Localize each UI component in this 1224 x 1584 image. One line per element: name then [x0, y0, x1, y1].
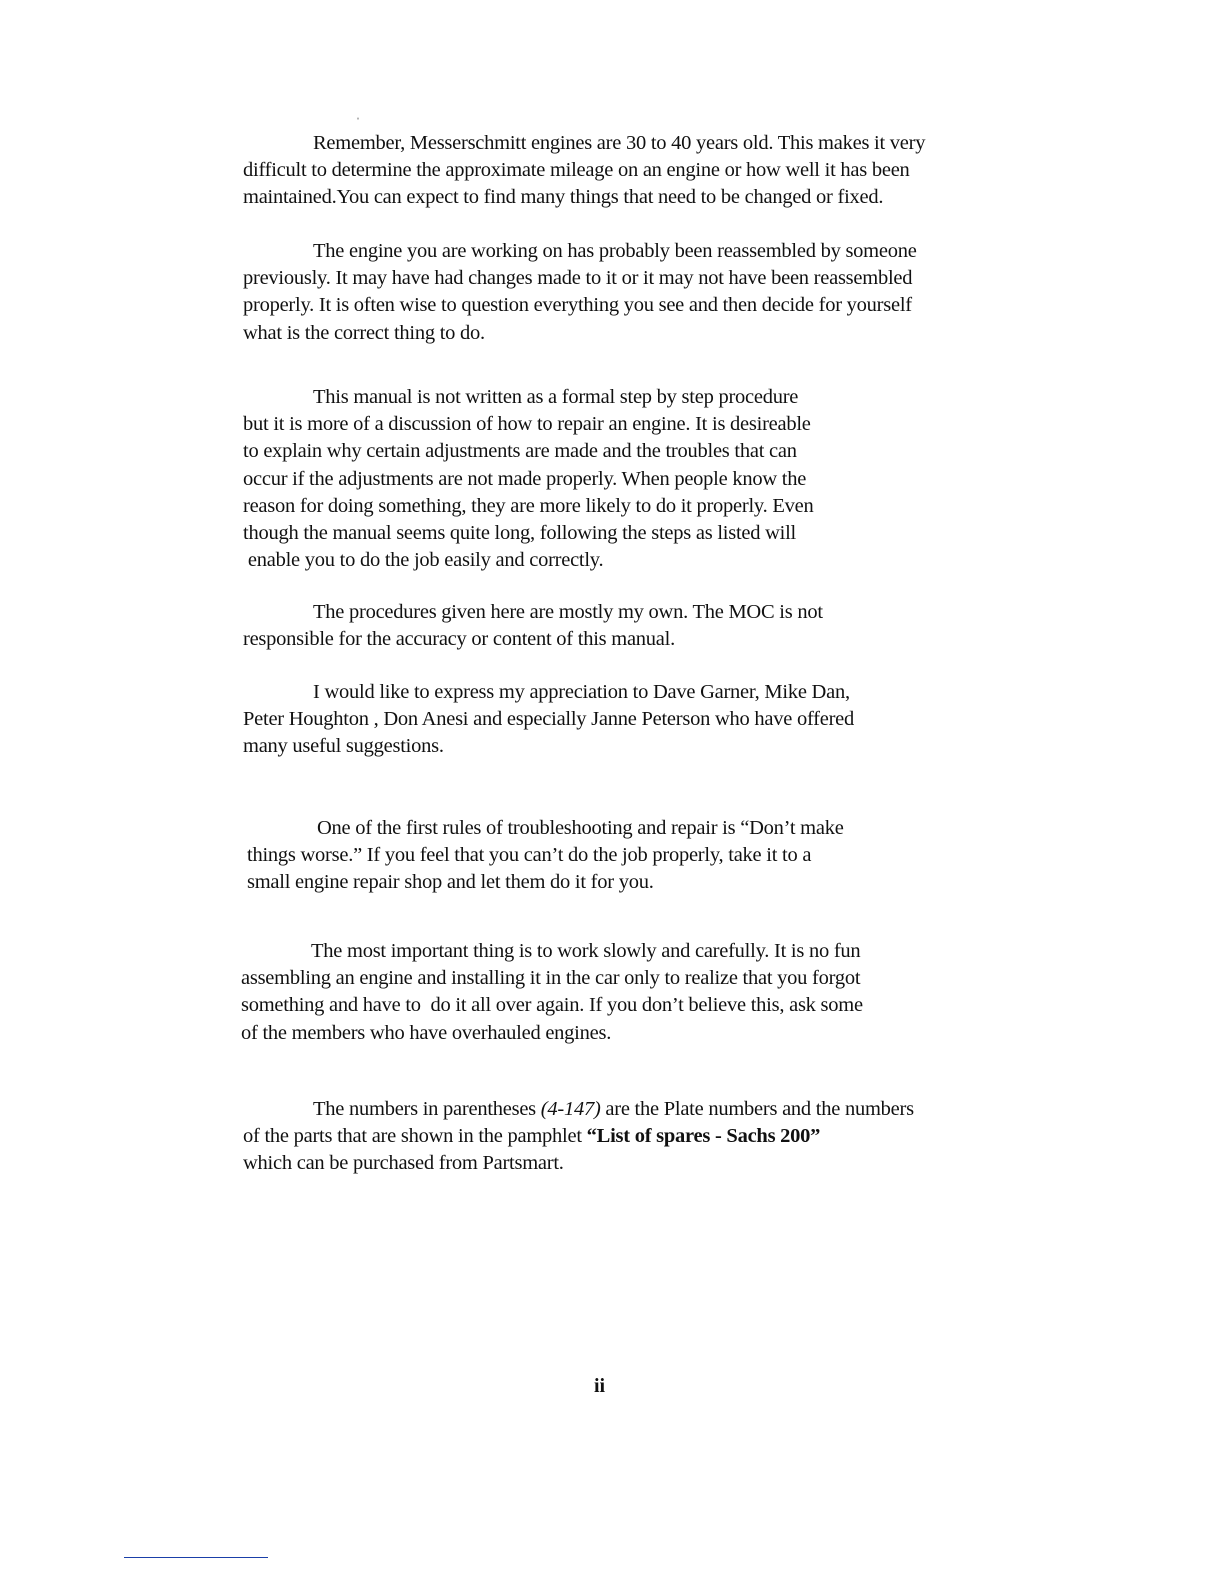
paragraph-manual-purpose [243, 384, 813, 574]
text-line: enable you to do the job easily and correctly. [243, 549, 604, 572]
text-line: many useful suggestions. [243, 735, 444, 758]
text-line: previously. It may have had changes made to it or it may not have been reassembled [243, 267, 913, 290]
paragraph-work-slowly [241, 938, 863, 1047]
paragraph-first-rules [247, 815, 844, 897]
text-line: what is the correct thing to do. [243, 321, 485, 344]
text-line: difficult to determine the approximate mileage on an engine or how well it has been [243, 159, 910, 182]
text-line: reason for doing something, they are more likely to do it properly. Even [243, 494, 814, 517]
text-run: The numbers in parentheses [313, 1098, 541, 1120]
text-line: to explain why certain adjustments are made and the troubles that can [243, 440, 797, 463]
text-line: something and have to do it all over again. If you don’t believe this, ask some [241, 994, 863, 1017]
text-run: of the parts that are shown in the pamphlet [243, 1125, 587, 1148]
text-line: I would like to express my appreciation to Dave Garner, Mike Dan, [313, 681, 850, 703]
text-line: responsible for the accuracy or content of this manual. [243, 628, 675, 651]
paragraph-part-numbers [243, 1096, 914, 1178]
text-line: Peter Houghton , Don Anesi and especially Janne Peterson who have offered [243, 708, 855, 731]
text-line: occur if the adjustments are not made properly. When people know the [243, 467, 807, 490]
text-line: small engine repair shop and let them do it for you. [247, 871, 654, 894]
text-line: things worse.” If you feel that you can’t do the job properly, take it to a [247, 844, 812, 867]
text-run: are the Plate numbers and the numbers [600, 1098, 914, 1120]
paragraph-acknowledgements [243, 679, 854, 761]
paragraph-reassembled [243, 238, 917, 347]
text-line: The most important thing is to work slowly and carefully. It is no fun [311, 940, 861, 962]
text-line: Remember, Messerschmitt engines are 30 to 40 years old. This makes it very [313, 132, 926, 154]
text-line: of the members who have overhauled engines. [241, 1021, 612, 1044]
text-line: assembling an engine and installing it in the car only to realize that you forgot [241, 967, 861, 990]
text-line [243, 1096, 914, 1123]
plate-number-example: (4-147) [540, 1098, 601, 1120]
stray-mark: ˌ [356, 106, 360, 120]
text-line: though the manual seems quite long, following the steps as listed will [243, 522, 797, 545]
text-line: which can be purchased from Partsmart. [243, 1152, 564, 1175]
text-line: The engine you are working on has probably been reassembled by someone [313, 240, 917, 262]
page-number: ii [594, 1375, 606, 1397]
footer-rule [124, 1557, 268, 1558]
text-line: maintained.You can expect to find many things that need to be changed or fixed. [243, 186, 884, 209]
text-line: One of the first rules of troubleshooting and repair is “Don’t make [317, 817, 844, 839]
pamphlet-title: “List of spares - Sachs 200” [586, 1125, 821, 1148]
text-line: This manual is not written as a formal step by step procedure [313, 386, 799, 408]
text-line: but it is more of a discussion of how to repair an engine. It is desireable [243, 413, 811, 436]
text-line [243, 1123, 914, 1150]
paragraph-engine-age [243, 130, 925, 212]
text-line: properly. It is often wise to question everything you see and then decide for yourself [243, 294, 912, 317]
paragraph-procedures-disclaimer [243, 599, 823, 653]
text-line: The procedures given here are mostly my own. The MOC is not [313, 601, 823, 623]
